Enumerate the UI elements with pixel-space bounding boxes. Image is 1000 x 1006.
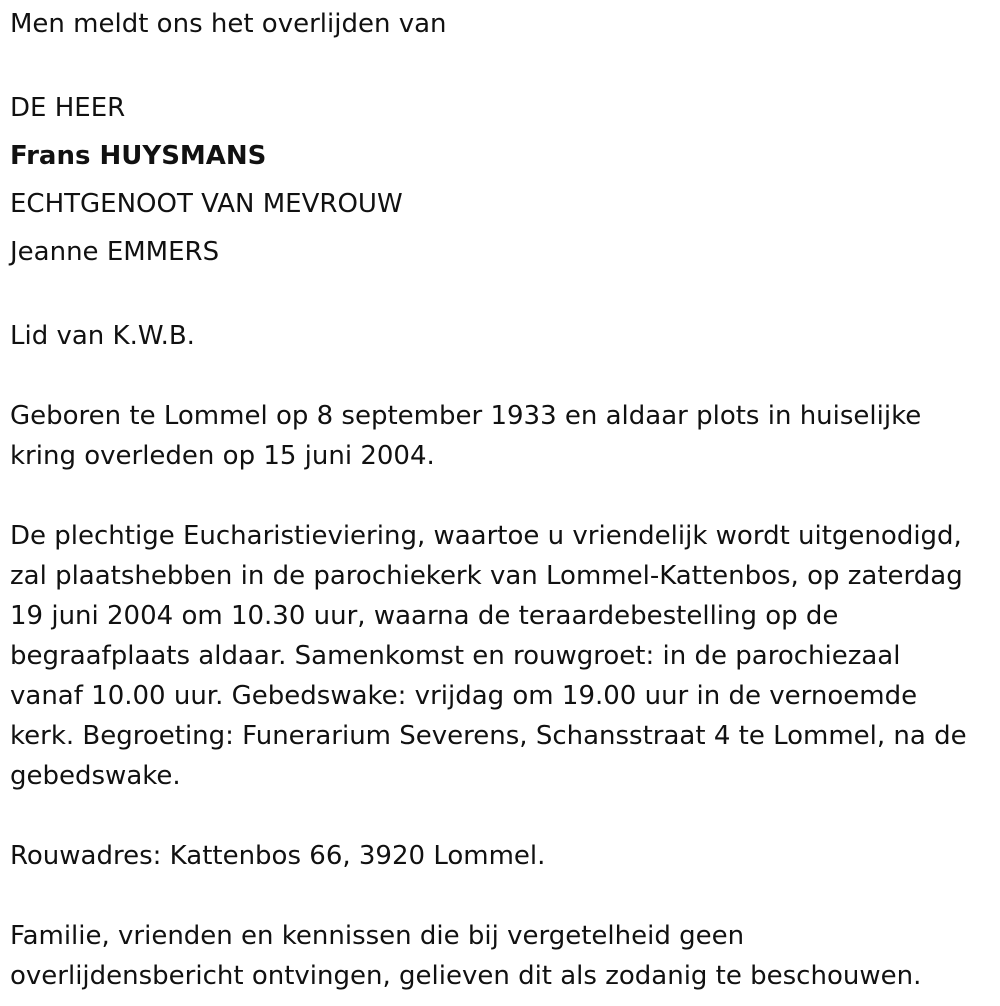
spouse-label: ECHTGENOOT VAN MEVROUW [10, 189, 403, 219]
closing-text: Familie, vrienden en kennissen die bij vergetelheid geen overlijdensbericht ontvingen, gelieven dit als zodanig te beschouwen. [10, 921, 922, 991]
title-text: DE HEER [10, 93, 126, 123]
membership-text: Lid van K.W.B. [10, 321, 195, 351]
birth-death-text: Geboren te Lommel op 8 september 1933 en aldaar plots in huiselijke kring overleden op 15 juni 2004. [10, 401, 922, 471]
address-text: Rouwadres: Kattenbos 66, 3920 Lommel. [10, 841, 546, 871]
intro-text: Men meldt ons het overlijden van [10, 9, 447, 39]
spouse-name: Jeanne EMMERS [10, 237, 220, 267]
deceased-name: Frans HUYSMANS [10, 141, 267, 171]
ceremony-text: De plechtige Eucharistieviering, waartoe u vriendelijk wordt uitgenodigd, zal plaatshebben in de parochiekerk van Lommel-Kattenbos, op zaterdag 19 juni 2004 om 10.30 uur, waarna de teraardebestelling op de begraafplaats aldaar. Samenkomst en rouwgroet: in de parochiezaal vanaf 10.00 uur. Gebedswake: vrijdag om 19.00 uur in de vernoemde kerk. Begroeting: Funerarium Severens, Schansstraat 4 te Lommel, na de gebedswake. [10, 521, 967, 791]
